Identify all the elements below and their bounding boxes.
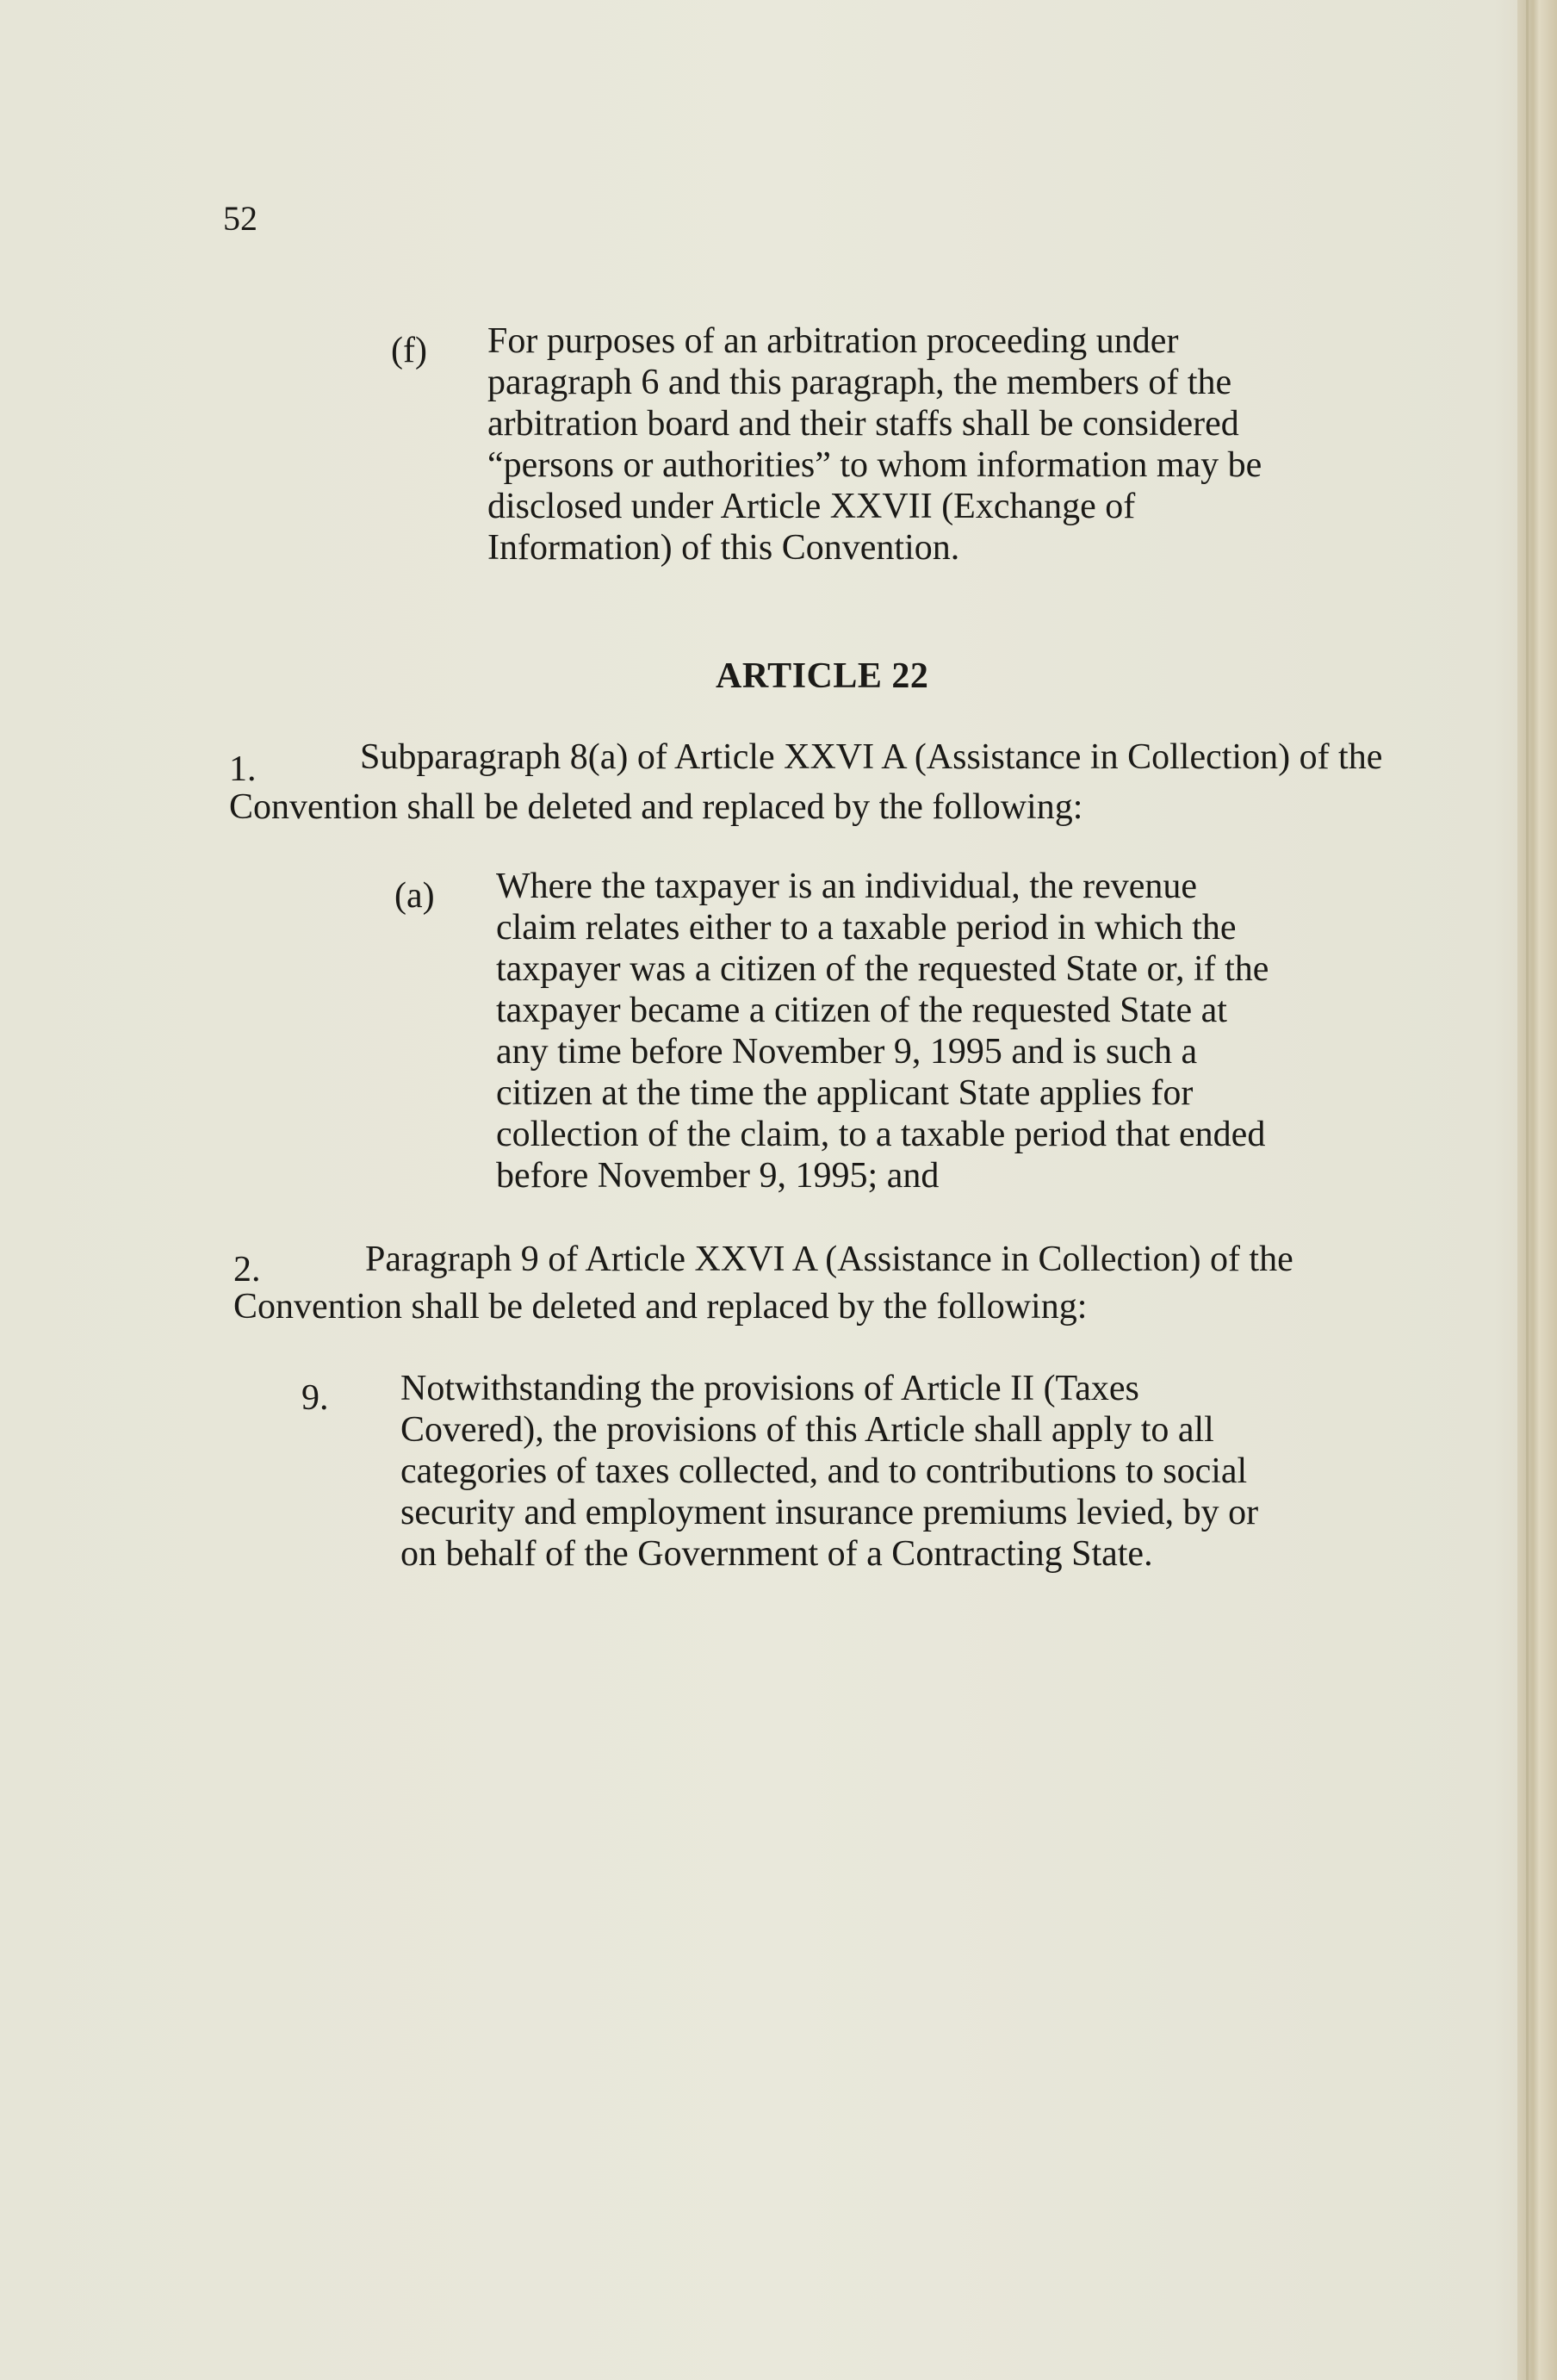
section-2-line: Convention shall be deleted and replaced by the following:: [233, 1287, 1088, 1327]
paragraph-9-line: categories of taxes collected, and to contributions to social: [400, 1451, 1248, 1491]
section-1-line: Convention shall be deleted and replaced by the following:: [229, 787, 1083, 827]
paragraph-a-line: any time before November 9, 1995 and is such a: [496, 1032, 1198, 1072]
paragraph-f-line: Information) of this Convention.: [487, 528, 960, 568]
paragraph-a-line: collection of the claim, to a taxable period that ended: [496, 1115, 1266, 1154]
section-2-number: 2.: [233, 1250, 261, 1289]
paragraph-9-marker: 9.: [301, 1378, 329, 1418]
paragraph-a-marker: (a): [394, 876, 435, 916]
paragraph-f-line: arbitration board and their staffs shall be considered: [487, 404, 1239, 444]
paragraph-f-line: For purposes of an arbitration proceeding under: [487, 321, 1179, 361]
paragraph-9-line: Notwithstanding the provisions of Article II (Taxes: [400, 1369, 1139, 1408]
paragraph-a-line: claim relates either to a taxable period in which the: [496, 908, 1237, 948]
page-number: 52: [223, 199, 257, 238]
paragraph-a-line: citizen at the time the applicant State applies for: [496, 1073, 1194, 1113]
paragraph-9-line: security and employment insurance premiums levied, by or: [400, 1493, 1259, 1532]
paragraph-9-line: on behalf of the Government of a Contracting State.: [400, 1534, 1153, 1574]
paragraph-f-line: “persons or authorities” to whom information may be: [487, 445, 1262, 485]
paragraph-a-line: taxpayer was a citizen of the requested State or, if the: [496, 949, 1269, 989]
section-1-line: Subparagraph 8(a) of Article XXVI A (Assistance in Collection) of the: [360, 737, 1383, 777]
paragraph-a-line: before November 9, 1995; and: [496, 1156, 940, 1196]
paragraph-f-marker: (f): [391, 331, 427, 370]
article-heading: ARTICLE 22: [716, 656, 929, 696]
paragraph-a-line: taxpayer became a citizen of the requested State at: [496, 991, 1227, 1030]
page-edge: [1517, 0, 1557, 2380]
section-2-line: Paragraph 9 of Article XXVI A (Assistance in Collection) of the: [365, 1240, 1293, 1279]
paragraph-f-line: disclosed under Article XXVII (Exchange of: [487, 487, 1136, 526]
paragraph-f-line: paragraph 6 and this paragraph, the members of the: [487, 363, 1232, 402]
section-1-number: 1.: [229, 749, 257, 789]
paragraph-9-line: Covered), the provisions of this Article shall apply to all: [400, 1410, 1214, 1450]
paragraph-a-line: Where the taxpayer is an individual, the revenue: [496, 867, 1197, 906]
